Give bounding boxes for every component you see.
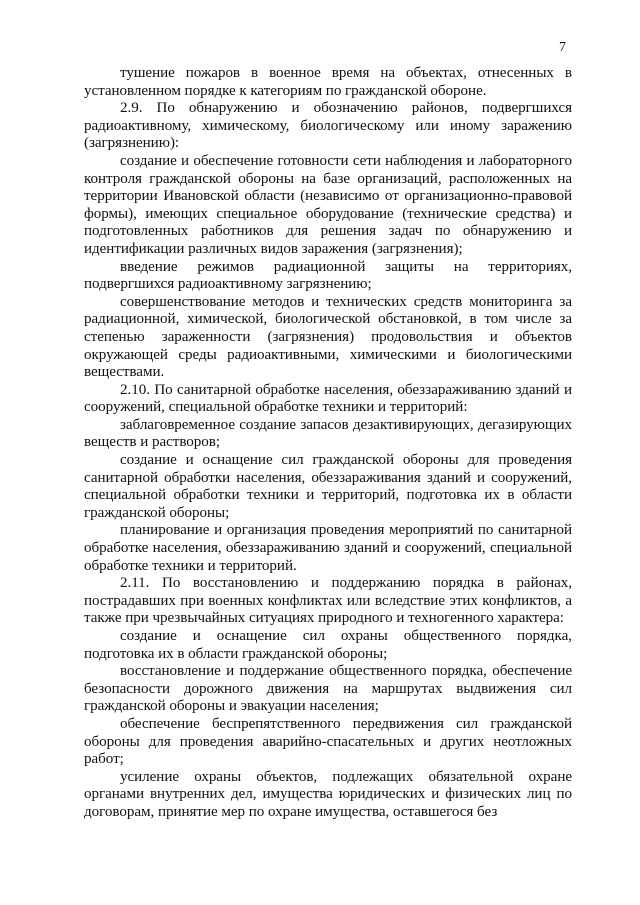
paragraph: восстановление и поддержание общественного порядка, обеспечение безопасности дорожного движения на маршрутах выдвижения сил гражданской обороны и эвакуации населения; bbox=[84, 663, 572, 715]
page-number: 7 bbox=[559, 40, 566, 55]
paragraph: создание и оснащение сил гражданской обороны для проведения санитарной обработки населения, обеззараживания зданий и сооружений, специальной обработки техники и территорий, подготовка их в области гражданской обороны; bbox=[84, 452, 572, 521]
paragraph: 2.9. По обнаружению и обозначению районов, подвергшихся радиоактивному, химическому, биологическому или иному заражению (загрязнению): bbox=[84, 100, 572, 152]
paragraph: усиление охраны объектов, подлежащих обязательной охране органами внутренних дел, имущества юридических и физических лиц по договорам, принятие мер по охране имущества, оставшегося без bbox=[84, 768, 572, 820]
paragraph: введение режимов радиационной защиты на территориях, подвергшихся радиоактивному загрязнению; bbox=[84, 258, 572, 293]
paragraph: 2.10. По санитарной обработке населения, обеззараживанию зданий и сооружений, специальной обработке техники и территорий: bbox=[84, 381, 572, 416]
paragraph: 2.11. По восстановлению и поддержанию порядка в районах, пострадавших при военных конфликтах или вследствие этих конфликтов, а также при чрезвычайных ситуациях природного и техногенного характера: bbox=[84, 575, 572, 627]
paragraph: тушение пожаров в военное время на объектах, отнесенных в установленном порядке к категориям по гражданской обороне. bbox=[84, 65, 572, 99]
paragraph: создание и обеспечение готовности сети наблюдения и лабораторного контроля гражданской обороны на базе организаций, расположенных на территории Ивановской области (независимо от организационно-правовой формы), имеющих специальное оборудование (технические средства) и подготовленных работников для решения задач по обнаружению и идентификации различных видов заражения (загрязнения); bbox=[84, 152, 572, 257]
paragraph: совершенствование методов и технических средств мониторинга за радиационной, химической, биологической обстановкой, в том числе за степенью зараженности (загрязнения) продовольствия и объектов окружающей среды радиоактивными, химическими и биологическими веществами. bbox=[84, 293, 572, 381]
paragraph: планирование и организация проведения мероприятий по санитарной обработке населения, обеззараживанию зданий и сооружений, специальной обработке техники и территорий. bbox=[84, 522, 572, 574]
body-text bbox=[84, 65, 572, 822]
paragraph: заблаговременное создание запасов дезактивирующих, дегазирующих веществ и растворов; bbox=[84, 416, 572, 451]
paragraph: создание и оснащение сил охраны общественного порядка, подготовка их в области гражданской обороны; bbox=[84, 628, 572, 662]
paragraph: обеспечение беспрепятственного передвижения сил гражданской обороны для проведения аварийно-спасательных и других неотложных работ; bbox=[84, 715, 572, 768]
